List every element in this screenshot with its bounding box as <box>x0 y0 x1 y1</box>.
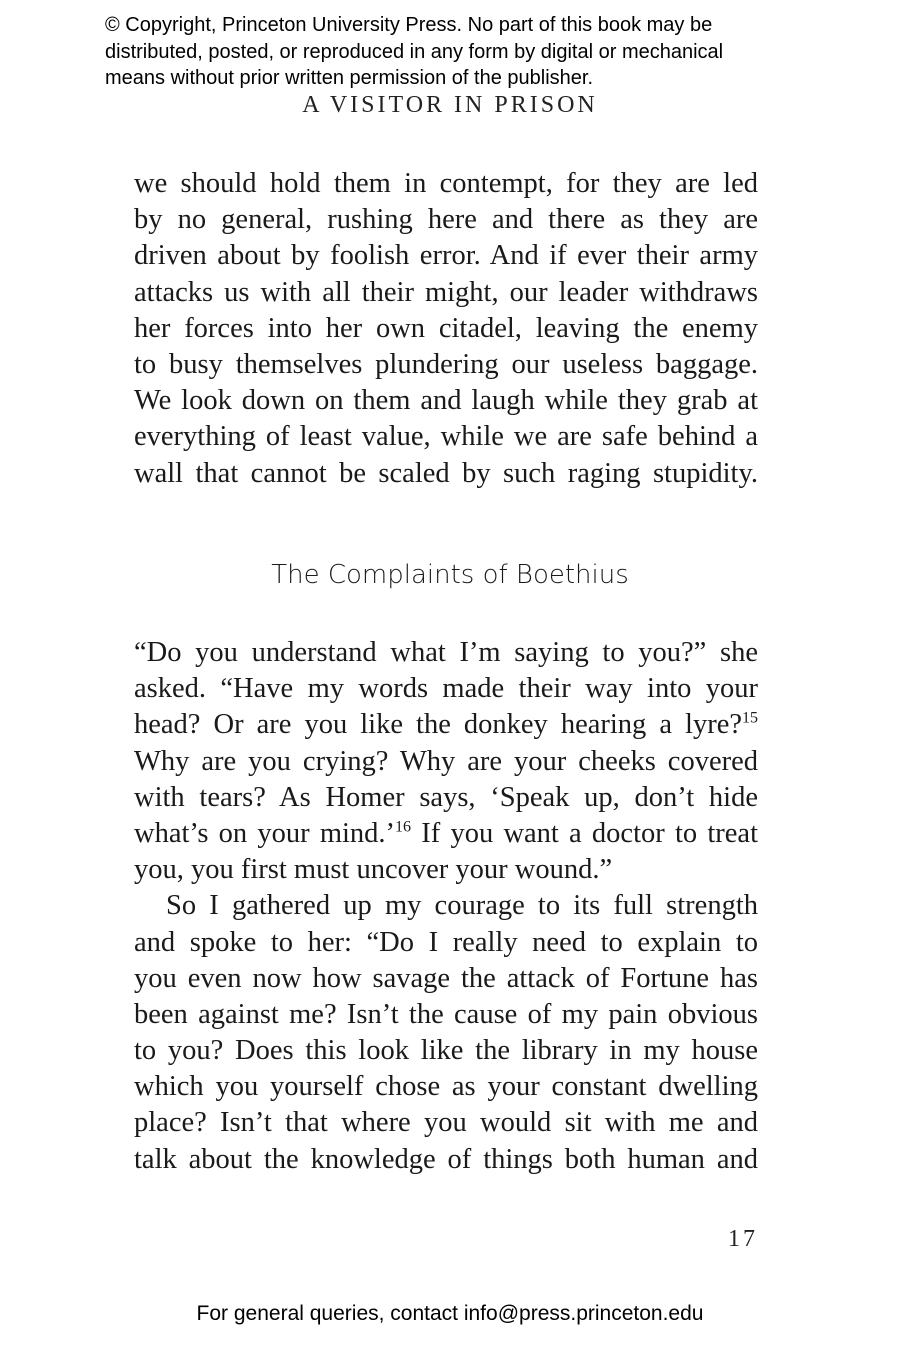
page-number: 17 <box>728 1226 758 1252</box>
text-line: everything of least value, while we are safe behind a <box>134 421 758 453</box>
text-line: you even now how savage the attack of Fortune has <box>134 962 758 994</box>
paragraph-2 <box>134 635 758 1178</box>
text-line: you, you first must uncover your wound.” <box>134 854 613 886</box>
text-line: her forces into her own citadel, leaving the enemy <box>134 312 758 344</box>
text-line <box>134 707 758 743</box>
line-text: what’s on your mind.’ <box>134 817 396 849</box>
text-line: driven about by foolish error. And if ever their army <box>134 240 758 272</box>
text-line: and spoke to her: “Do I really need to explain to <box>134 926 758 958</box>
footnote-reference: 16 <box>395 818 412 836</box>
paragraph-1 <box>134 166 758 492</box>
footnote-reference: 15 <box>742 709 758 727</box>
text-line: by no general, rushing here and there as they are <box>134 204 758 236</box>
running-head: A VISITOR IN PRISON <box>302 92 598 118</box>
text-line: “Do you understand what I’m saying to you?” she <box>134 637 758 668</box>
text-line: been against me? Isn’t the cause of my pain obvious <box>134 998 758 1030</box>
copyright-notice <box>105 12 825 92</box>
text-line: So I gathered up my courage to its full strength <box>166 890 758 922</box>
footer-contact: For general queries, contact info@press.princeton.edu <box>196 1302 704 1325</box>
text-line <box>134 816 758 852</box>
text-line: wall that cannot be scaled by such raging stupidity. <box>134 457 758 489</box>
text-line: to you? Does this look like the library in my house <box>134 1035 758 1067</box>
text-line: Why are you crying? Why are your cheeks covered <box>134 745 758 777</box>
text-line: We look down on them and laugh while they grab at <box>134 385 758 417</box>
text-line: we should hold them in contempt, for they are led <box>134 168 758 199</box>
text-line: to busy themselves plundering our useless baggage. <box>134 348 758 380</box>
section-heading: The Complaints of Boethius <box>271 560 629 590</box>
copyright-line: means without prior written permission of the publisher. <box>105 67 594 89</box>
copyright-line: distributed, posted, or reproduced in any form by digital or mechanical <box>105 40 724 63</box>
text-line: with tears? As Homer says, ‘Speak up, don’t hide <box>134 781 758 813</box>
text-line: attacks us with all their might, our leader withdraws <box>134 276 758 308</box>
text-line: asked. “Have my words made their way into your <box>134 673 758 705</box>
text-line: place? Isn’t that where you would sit with me and <box>134 1107 758 1139</box>
text-line: talk about the knowledge of things both human and <box>134 1143 758 1175</box>
copyright-line: © Copyright, Princeton University Press. No part of this book may be <box>105 14 713 36</box>
line-text: head? Or are you like the donkey hearing a lyre? <box>134 709 742 741</box>
line-text: If you want a doctor to treat <box>411 817 758 849</box>
text-line: which you yourself chose as your constant dwelling <box>134 1071 758 1103</box>
